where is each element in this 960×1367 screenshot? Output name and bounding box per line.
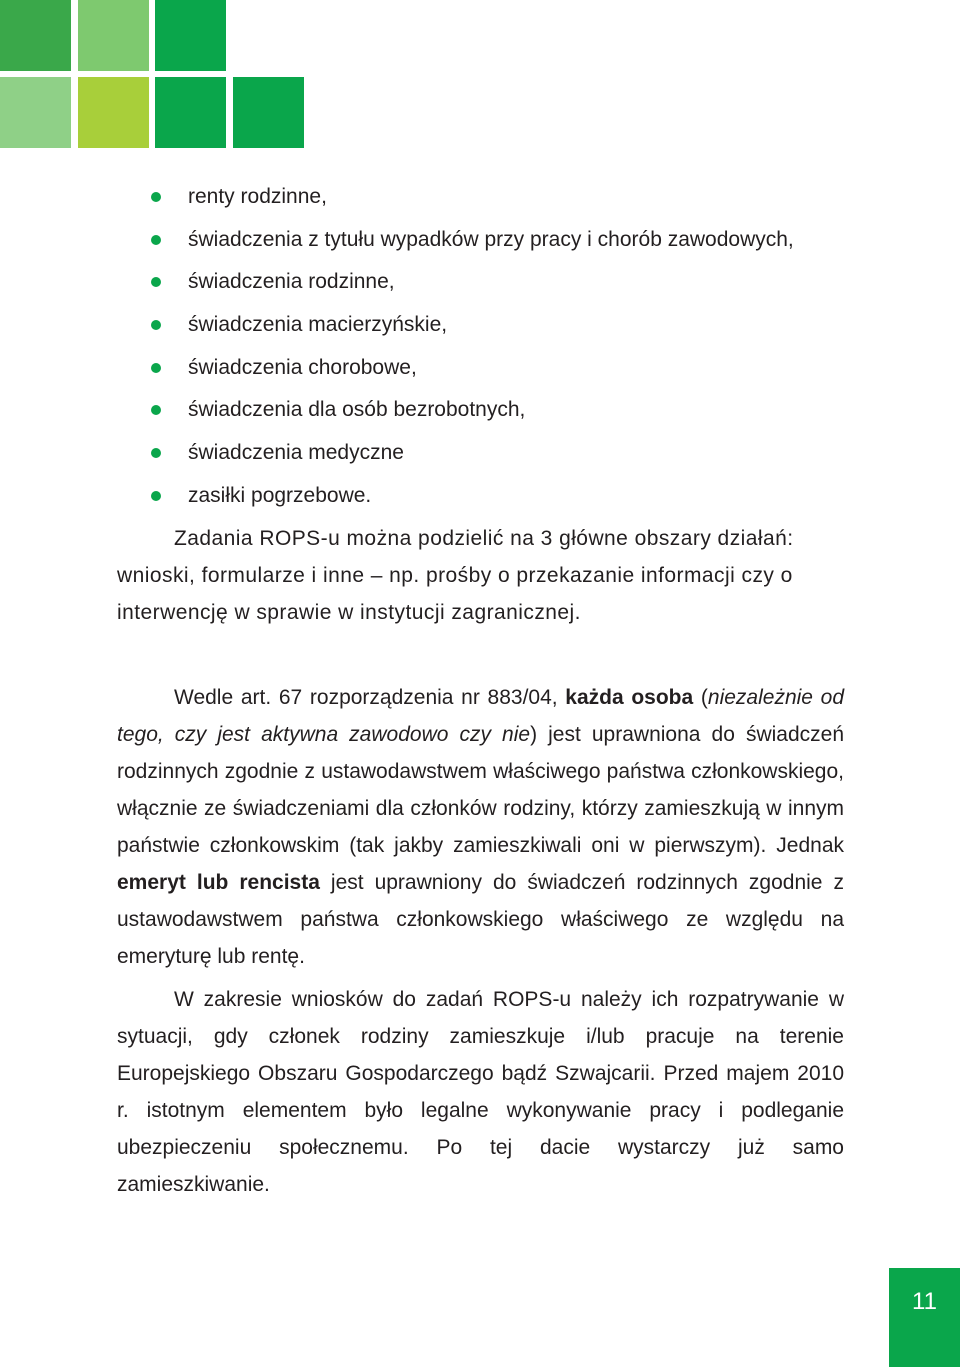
decorative-tile	[0, 0, 71, 71]
paragraph-rops-tasks	[117, 520, 844, 631]
bullet-icon	[151, 363, 161, 373]
bullet-icon	[151, 448, 161, 458]
decorative-tile	[233, 77, 304, 148]
bullet-icon	[151, 491, 161, 501]
list-item-text: świadczenia chorobowe,	[188, 355, 417, 379]
bold-phrase: emeryt lub rencista	[117, 871, 320, 894]
text-run: jest uprawniony do świadczeń rodzinnych zgodnie z ustawodawstwem państwa członkowskiego właściwego ze względu na emeryturę lub rentę.	[117, 871, 844, 968]
list-item-text: zasiłki pogrzebowe.	[188, 483, 372, 507]
page-number-box	[889, 1268, 960, 1367]
decorative-tile	[0, 77, 71, 148]
text-run: (	[693, 686, 708, 709]
decorative-tile	[78, 77, 149, 148]
list-item	[150, 477, 870, 520]
benefits-list	[150, 178, 870, 520]
list-item-text: świadczenia dla osób bezrobotnych,	[188, 398, 526, 422]
italic-phrase: niezależnie od tego, czy jest aktywna zawodowo czy nie	[117, 686, 845, 746]
bullet-icon	[151, 277, 161, 287]
decorative-tile	[78, 0, 149, 71]
bullet-icon	[151, 235, 161, 245]
list-item	[150, 178, 870, 221]
list-item	[150, 221, 870, 264]
list-item-text: świadczenia macierzyńskie,	[188, 313, 448, 337]
bullet-icon	[151, 192, 161, 202]
list-item	[150, 434, 870, 477]
decorative-tile	[155, 0, 226, 71]
list-item	[150, 349, 870, 392]
text-run: Wedle art. 67 rozporządzenia nr 883/04,	[174, 686, 566, 709]
paragraph-text: Zadania ROPS-u można podzielić na 3 główne obszary działań: wnioski, formularze i inne – np. prośby o przekazanie informacji czy o interwencję w sprawie w instytucji zagranicznej.	[117, 527, 794, 624]
bullet-icon	[151, 405, 161, 415]
paragraph-article-67	[117, 679, 844, 975]
list-item-text: świadczenia rodzinne,	[188, 270, 395, 294]
paragraph-applications	[117, 981, 844, 1203]
bold-phrase: każda osoba	[565, 686, 694, 709]
text-run: ) jest uprawniona do świadczeń rodzinnych zgodnie z ustawodawstwem właściwego państwa członkowskiego, włącznie ze świadczeniami dla członków rodziny, którzy zamieszkują w innym państwie członkowskim (tak jakby zamieszkiwali oni w pierwszym). Jednak	[117, 723, 844, 857]
list-item-text: świadczenia medyczne	[188, 441, 404, 465]
list-item	[150, 306, 870, 349]
paragraph-text: W zakresie wniosków do zadań ROPS-u należy ich rozpatrywanie w sytuacji, gdy członek rodziny zamieszkuje i/lub pracuje na terenie Europejskiego Obszaru Gospodarczego bądź Szwajcarii. Przed majem 2010 r. istotnym elementem było legalne wykonywanie pracy i podleganie ubezpieczeniu społecznemu. Po tej dacie wystarczy już samo zamieszkiwanie.	[117, 988, 844, 1196]
bullet-icon	[151, 320, 161, 330]
list-item-text: renty rodzinne,	[188, 185, 327, 208]
list-item-text: świadczenia z tytułu wypadków przy pracy i chorób zawodowych,	[188, 227, 794, 251]
decorative-tile	[155, 77, 226, 148]
list-item	[150, 263, 870, 306]
page-number: 11	[912, 1288, 937, 1315]
list-item	[150, 391, 870, 434]
